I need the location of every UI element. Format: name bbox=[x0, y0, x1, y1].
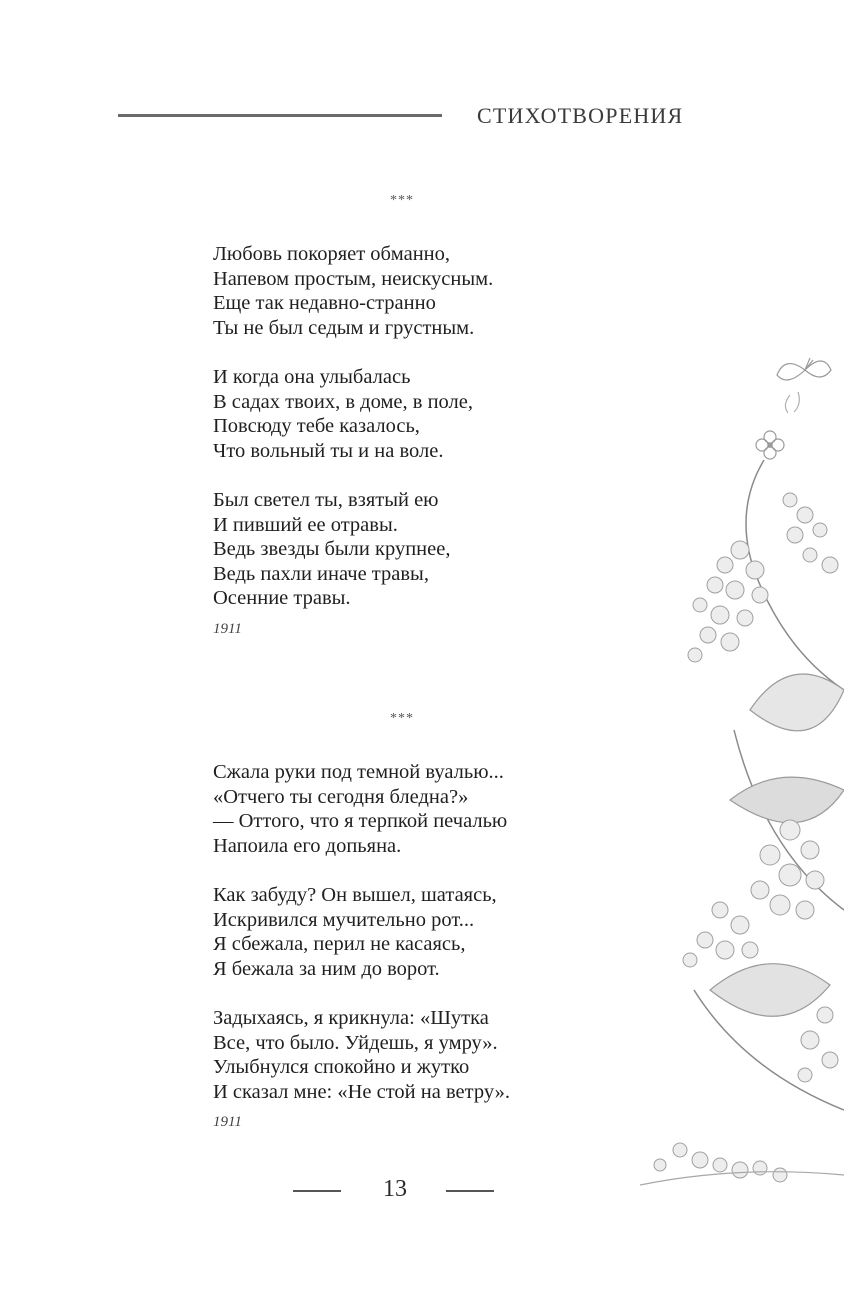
verse-line: И сказал мне: «Не стой на ветру». bbox=[213, 1080, 510, 1103]
verse-line: Еще так недавно-странно bbox=[213, 292, 436, 314]
verse-line: Любовь покоряет обманно, bbox=[213, 243, 451, 265]
verse-line: Искривился мучительно рот... bbox=[213, 908, 475, 931]
poem-year: 1911 bbox=[213, 620, 242, 637]
verse-line: Осенние травы. bbox=[213, 587, 351, 609]
verse-line: Задыхаясь, я крикнула: «Шутка bbox=[213, 1007, 489, 1029]
poem-separator: *** bbox=[390, 193, 414, 208]
stanza bbox=[213, 365, 613, 463]
verse-line: Напевом простым, неискусным. bbox=[213, 267, 494, 290]
stanza bbox=[213, 1006, 613, 1104]
stanza bbox=[213, 883, 613, 981]
verse-line: Ты не был седым и грустным. bbox=[213, 316, 475, 339]
verse-line: И когда она улыбалась bbox=[213, 366, 411, 388]
verse-line: Ведь звезды были крупнее, bbox=[213, 538, 451, 560]
verse-line: Ведь пахли иначе травы, bbox=[213, 562, 429, 585]
verse-line: Что вольный ты и на воле. bbox=[213, 439, 444, 462]
stanza bbox=[213, 242, 613, 340]
running-title: СТИХОТВОРЕНИЯ bbox=[477, 103, 684, 128]
verse-line: Напоила его допьяна. bbox=[213, 834, 402, 857]
poem-year: 1911 bbox=[213, 1114, 242, 1130]
poem-2 bbox=[213, 760, 613, 1131]
footer-rule-left bbox=[293, 1190, 341, 1192]
verse-line: «Отчего ты сегодня бледна?» bbox=[213, 785, 469, 808]
poem-1 bbox=[213, 242, 613, 638]
verse-line: И пивший ее отравы. bbox=[213, 513, 398, 536]
verse-line: Был светел ты, взятый ею bbox=[213, 489, 439, 511]
verse-line: В садах твоих, в доме, в поле, bbox=[213, 390, 473, 413]
stanza bbox=[213, 760, 613, 858]
verse-line: Сжала руки под темной вуалью... bbox=[213, 761, 504, 783]
stanza bbox=[213, 488, 613, 611]
verse-line: Улыбнулся спокойно и жутко bbox=[213, 1056, 470, 1078]
verse-line: Все, что было. Уйдешь, я умру». bbox=[213, 1031, 498, 1054]
header-rule bbox=[118, 114, 442, 117]
page-number: 13 bbox=[383, 1176, 407, 1202]
verse-line: Как забуду? Он вышел, шатаясь, bbox=[213, 884, 497, 906]
verse-line: Я бежала за ним до ворот. bbox=[213, 957, 440, 980]
poem-separator: *** bbox=[390, 711, 414, 726]
footer-rule-right bbox=[446, 1190, 494, 1192]
verse-line: — Оттого, что я терпкой печалью bbox=[213, 810, 508, 832]
lilac-ornament-icon bbox=[620, 350, 844, 1210]
verse-line: Я сбежала, перил не касаясь, bbox=[213, 933, 466, 955]
verse-line: Повсюду тебе казалось, bbox=[213, 415, 420, 437]
